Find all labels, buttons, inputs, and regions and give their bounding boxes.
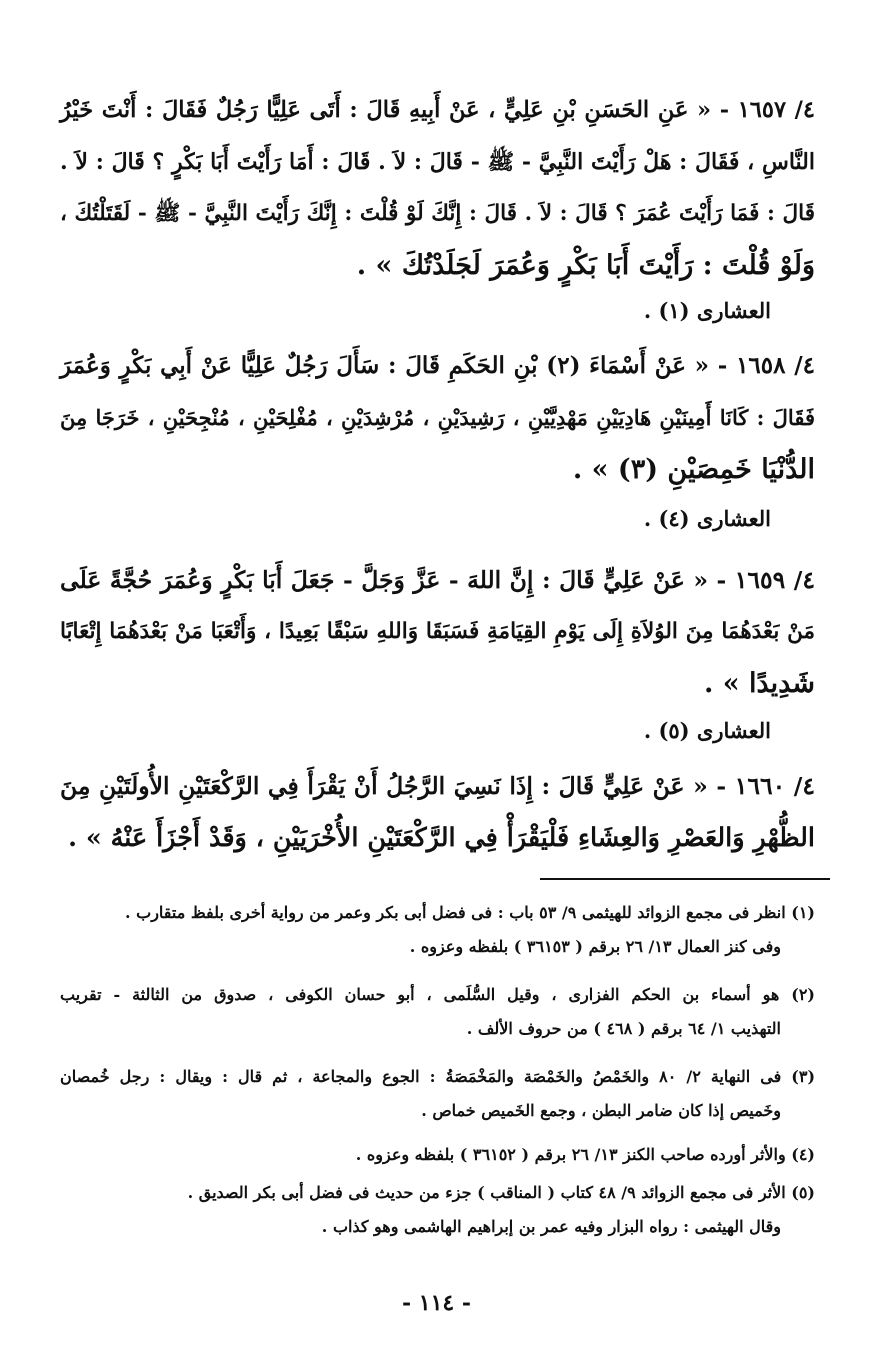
footnote-divider	[540, 878, 830, 880]
text-line: قَالَ : فَمَا رَأَيْتَ عُمَرَ ؟ قَالَ : لاَ . قَالَ : إِنَّكَ لَوْ قُلْتَ : إِنَّكَ رَأَيْتَ النَّبِيَّ - ﷺ - لَقَتَلْتُكَ ،	[60, 201, 815, 226]
text-line: الظُّهْرِ وَالعَصْرِ وَالعِشَاءِ فَلْيَقْرَأْ فِي الرَّكْعَتَيْنِ الأُخْرَيَيْنِ ، وَقَدْ أَجْزَأَ عَنْهُ » .	[68, 823, 815, 853]
hadith-entry-1659	[60, 554, 815, 710]
source-citation: العشارى (١) .	[643, 298, 771, 323]
source-citation: العشارى (٥) .	[643, 718, 771, 743]
footnote-line: وقال الهيثمى : رواه البزار وفيه عمر بن إبراهيم الهاشمى وهو كذاب .	[321, 1217, 781, 1236]
footnote-line: التهذيب ١/ ٦٤ برقم ( ٤٦٨ ) من حروف الألف .	[466, 1019, 781, 1038]
footnote-1	[60, 900, 815, 960]
footnote-3	[60, 1064, 815, 1124]
hadith-entry-1660	[60, 760, 815, 864]
footnote-line: (٥) الأثر فى مجمع الزوائد ٩/ ٤٨ كتاب ( المناقب ) جزء من حديث فى فضل أبى بكر الصديق .	[187, 1183, 815, 1202]
text-line: فَقَالَ : كَانَا أَمِينَيْنِ هَادِيَيْنِ مَهْدِيَّيْنِ ، رَشِيدَيْنِ ، مُرْشِدَيْنِ ، مُفْلِحَيْنِ ، مُنْجِحَيْنِ ، خَرَجَا مِنَ	[60, 405, 815, 430]
footnote-line: (٤) والأثر أورده صاحب الكنز ١٣/ ٢٦ برقم ( ٣٦١٥٢ ) بلفظه وعزوه .	[355, 1145, 815, 1164]
footnote-line: وخَميص إذا كان ضامر البطن ، وجمع الخَميص خماص .	[421, 1101, 781, 1120]
text-line: الدُّنْيَا خَمِصَيْنِ (٣) » .	[572, 454, 815, 485]
text-line: ٤/ ١٦٥٩ - « عَنْ عَلِيٍّ قَالَ : إِنَّ اللهَ - عَزَّ وَجَلَّ - جَعَلَ أَبَا بَكْرٍ وَعُمَرَ حُجَّةً عَلَى	[60, 566, 815, 594]
text-line: وَلَوْ قُلْتَ : رَأَيْتَ أَبَا بَكْرٍ وَعُمَرَ لَجَلَدْتُكَ » .	[356, 250, 815, 281]
text-line: ٤/ ١٦٥٨ - « عَنْ أَسْمَاءَ (٢) بْنِ الحَكَمِ قَالَ : سَأَلَ رَجُلٌ عَلِيًّا عَنْ أَبِي بَكْرٍ وَعُمَرَ	[60, 352, 815, 379]
footnote-line: (١) انظر فى مجمع الزوائد للهيثمى ٩/ ٥٣ باب : فى فضل أبى بكر وعمر من رواية أخرى بلفظ متقارب .	[125, 903, 815, 922]
text-line: ٤/ ١٦٦٠ - « عَنْ عَلِيٍّ قَالَ : إِذَا نَسِيَ الرَّجُلُ أَنْ يَقْرَأَ فِي الرَّكْعَتَيْنِ الأُولَتَيْنِ مِنَ	[60, 772, 815, 800]
hadith-entry-1657	[60, 84, 815, 292]
footnote-line: (٢) هو أسماء بن الحكم الفزارى ، وقيل السُّلَمى ، أبو حسان الكوفى ، صدوق من الثالثة - تقريب	[60, 985, 815, 1004]
text-line: ٤/ ١٦٥٧ - « عَنِ الحَسَنِ بْنِ عَلِيٍّ ، عَنْ أَبِيهِ قَالَ : أَتَى عَلِيًّا رَجُلٌ فَقَالَ : أَنْتَ خَيْرُ	[60, 97, 815, 123]
footnote-2	[60, 982, 815, 1042]
page-number: - ١١٤ -	[401, 1290, 472, 1316]
hadith-entry-1658	[60, 340, 815, 496]
source-citation: العشارى (٤) .	[643, 506, 771, 531]
text-line: شَدِيدًا » .	[703, 668, 815, 699]
footnote-5	[60, 1180, 815, 1240]
footnote-4	[60, 1142, 815, 1168]
text-line: مَنْ بَعْدَهُمَا مِنَ الوُلاَةِ إِلَى يَوْمِ القِيَامَةِ فَسَبَقَا وَاللهِ سَبْقًا بَعِيدًا ، وَأَتْعَبَا مَنْ بَعْدَهُمَا إِتْعَابًا	[60, 619, 815, 644]
footnote-line: وفى كنز العمال ١٣/ ٢٦ برقم ( ٣٦١٥٣ ) بلفظه وعزوه .	[409, 937, 781, 956]
text-line: النَّاسِ ، فَقَالَ : هَلْ رَأَيْتَ النَّبِيَّ - ﷺ - قَالَ : لاَ . قَالَ : أَمَا رَأَيْتَ أَبَا بَكْرٍ ؟ قَالَ : لاَ .	[60, 149, 815, 175]
footnote-line: (٣) فى النهاية ٢/ ٨٠ والخَمْصُ والخَمْصَة والمَخْمَصَةُ : الجوع والمجاعة ، ثم قال : ويقال : رجل خُمصان	[60, 1067, 816, 1086]
